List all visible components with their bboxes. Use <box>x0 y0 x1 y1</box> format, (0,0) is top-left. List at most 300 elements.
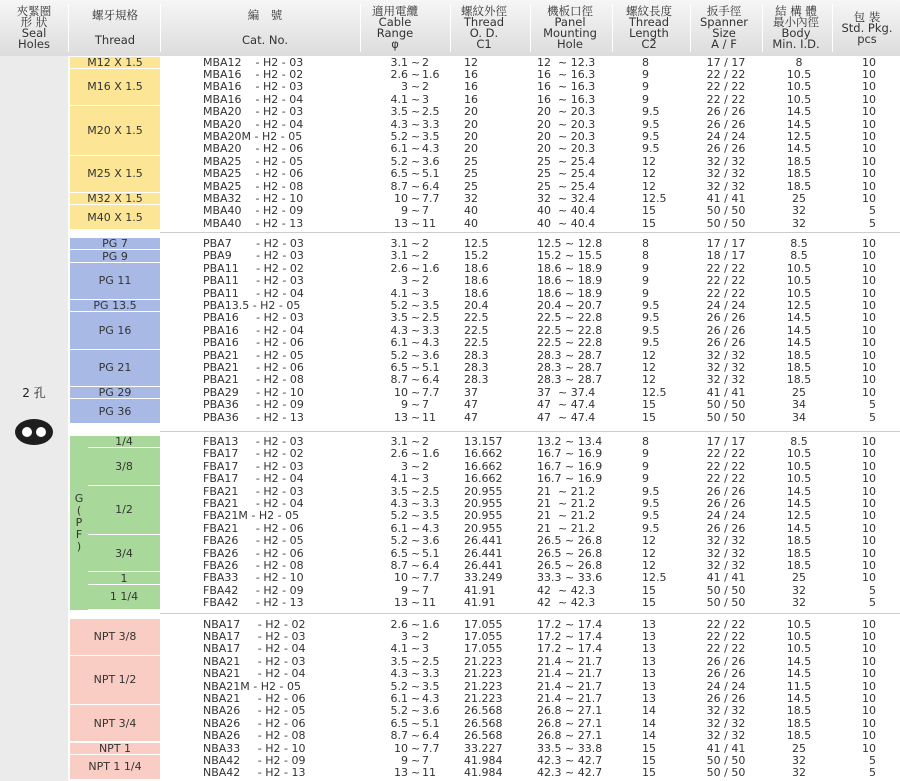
cable-range-min-cell: 3.1 <box>390 249 408 263</box>
range-separator: ~ <box>411 596 421 610</box>
std-pkg-cell: 10 <box>862 286 876 300</box>
thread-od-cell: 26.568 <box>464 704 503 718</box>
spanner-size-cell: 32 / 32 <box>706 534 746 548</box>
range-separator: ~ <box>411 716 421 730</box>
thread-od-cell: 40 <box>464 204 478 218</box>
panel-hole-cell: 18.6 ~ 18.9 <box>537 274 603 288</box>
thread-od-cell: 26.568 <box>464 729 503 743</box>
cable-range-min-cell: 6.1 <box>390 521 408 535</box>
cat-no-cell: FBA26 - H2 - 08 <box>203 559 304 572</box>
panel-hole-cell: 20.4 ~ 20.7 <box>537 299 603 312</box>
cable-range-max-cell: 11 <box>422 596 436 610</box>
cable-range-min-cell: 4.3 <box>390 117 408 131</box>
body-id-cell: 10.5 <box>786 642 812 656</box>
thread-od-cell: 20.955 <box>464 497 503 510</box>
std-pkg-cell: 10 <box>862 509 876 523</box>
body-id-cell: 18.5 <box>786 179 812 193</box>
thread-od-cell: 21.223 <box>464 691 503 705</box>
cable-range-max-cell: 7 <box>422 398 429 412</box>
thread-group-label: PG 13.5 <box>70 300 160 312</box>
thread-length-cell: 13 <box>642 691 656 705</box>
range-separator: ~ <box>411 311 421 325</box>
body-id-cell: 18.5 <box>786 704 812 718</box>
thread-length-cell: 9 <box>642 472 649 486</box>
std-pkg-cell: 10 <box>862 348 876 362</box>
std-pkg-cell: 10 <box>862 617 876 631</box>
body-id-cell: 10.5 <box>786 629 812 643</box>
table-row <box>160 668 900 680</box>
cat-no-cell: MBA16 - H2 - 02 <box>203 67 304 81</box>
range-separator: ~ <box>411 559 421 572</box>
thread-length-cell: 9.5 <box>642 323 660 337</box>
cable-range-min-cell: 6.5 <box>390 361 408 374</box>
table-header <box>0 0 900 56</box>
cable-range-min-cell: 13 <box>394 216 408 230</box>
std-pkg-cell: 10 <box>862 80 876 94</box>
cable-range-min-cell: 4.1 <box>390 92 408 106</box>
std-pkg-cell: 10 <box>862 191 876 205</box>
header-divider <box>530 4 531 52</box>
spanner-size-cell: 17 / 17 <box>706 435 746 448</box>
body-id-cell: 10.5 <box>786 459 812 473</box>
range-separator: ~ <box>411 191 421 205</box>
cable-range-min-cell: 5.2 <box>390 704 408 718</box>
cable-range-max-cell: 3.5 <box>422 299 440 312</box>
cat-no-cell: MBA20M - H2 - 05 <box>203 129 303 143</box>
spanner-size-cell: 22 / 22 <box>706 80 746 94</box>
cat-no-cell: MBA25 - H2 - 05 <box>203 154 304 168</box>
thread-od-cell: 33.227 <box>464 741 503 755</box>
std-pkg-cell: 5 <box>869 766 876 780</box>
thread-group-label: M20 X 1.5 <box>70 106 160 156</box>
thread-length-cell: 8 <box>642 55 649 69</box>
body-id-cell: 34 <box>792 410 806 424</box>
thread-length-cell: 8 <box>642 249 649 263</box>
header-thread-zh: 螺牙規格 <box>92 8 138 22</box>
thread-group-label: 1/4 <box>88 436 160 448</box>
cable-range-max-cell: 2.5 <box>422 105 440 119</box>
spanner-size-cell: 32 / 32 <box>706 361 746 374</box>
thread-length-cell: 9 <box>642 447 649 461</box>
cable-range-max-cell: 4.3 <box>422 142 440 156</box>
range-separator: ~ <box>411 274 421 288</box>
panel-hole-cell: 20 ~ 20.3 <box>537 142 596 156</box>
cat-no-cell: FBA17 - H2 - 02 <box>203 447 304 461</box>
thread-length-cell: 9.5 <box>642 117 660 131</box>
thread-length-cell: 9 <box>642 80 649 94</box>
header-od-en1: Thread <box>463 15 505 29</box>
range-separator: ~ <box>411 117 421 131</box>
std-pkg-cell: 10 <box>862 129 876 143</box>
body-id-cell: 14.5 <box>786 323 812 337</box>
thread-od-cell: 41.984 <box>464 753 503 767</box>
thread-od-cell: 40 <box>464 216 478 230</box>
range-separator: ~ <box>411 484 421 498</box>
range-separator: ~ <box>411 249 421 263</box>
section-divider <box>160 232 900 233</box>
cable-range-max-cell: 2 <box>422 459 429 473</box>
header-od-zh: 螺紋外徑 <box>461 4 507 18</box>
body-id-cell: 8.5 <box>790 435 808 448</box>
range-separator: ~ <box>411 459 421 473</box>
header-cable-range <box>362 0 428 56</box>
thread-length-cell: 9 <box>642 261 649 275</box>
panel-hole-cell: 26.5 ~ 26.8 <box>537 559 603 572</box>
header-seal-en2: Holes <box>18 37 50 51</box>
range-separator: ~ <box>411 521 421 535</box>
body-id-cell: 14.5 <box>786 336 812 350</box>
cable-range-max-cell: 5.1 <box>422 546 440 560</box>
table-row <box>160 448 900 460</box>
seal-holes-label: 2 孔 <box>22 386 46 400</box>
panel-hole-cell: 21.4 ~ 21.7 <box>537 691 603 705</box>
cable-range-min-cell: 13 <box>394 596 408 610</box>
header-hole-en2: Mounting <box>543 26 597 40</box>
section-divider <box>160 613 900 614</box>
range-separator: ~ <box>411 55 421 69</box>
panel-hole-cell: 18.6 ~ 18.9 <box>537 261 603 275</box>
range-separator: ~ <box>411 691 421 705</box>
table-row <box>160 730 900 742</box>
cable-range-min-cell: 6.5 <box>390 546 408 560</box>
thread-od-cell: 22.5 <box>464 336 489 350</box>
range-separator: ~ <box>411 216 421 230</box>
cable-range-max-cell: 6.4 <box>422 729 440 743</box>
cable-range-max-cell: 4.3 <box>422 691 440 705</box>
cat-no-cell: MBA25 - H2 - 08 <box>203 179 304 193</box>
cat-no-cell: FBA21M - H2 - 05 <box>203 509 300 523</box>
panel-hole-cell: 22.5 ~ 22.8 <box>537 311 603 325</box>
table-row <box>160 643 900 655</box>
thread-od-cell: 20 <box>464 117 478 131</box>
header-divider <box>690 4 691 52</box>
thread-od-cell: 26.441 <box>464 534 503 548</box>
spanner-size-cell: 41 / 41 <box>706 571 746 585</box>
body-id-cell: 14.5 <box>786 497 812 510</box>
header-panel-hole <box>532 0 608 56</box>
std-pkg-cell: 10 <box>862 642 876 656</box>
header-seal-en1: Seal <box>21 26 47 40</box>
std-pkg-cell: 10 <box>862 435 876 448</box>
thread-od-cell: 16 <box>464 80 478 94</box>
spanner-size-cell: 50 / 50 <box>706 204 746 218</box>
cable-range-min-cell: 6.5 <box>390 716 408 730</box>
table-row <box>160 535 900 547</box>
cable-range-min-cell: 3 <box>401 80 408 94</box>
std-pkg-cell: 5 <box>869 398 876 412</box>
std-pkg-cell: 10 <box>862 741 876 755</box>
cat-no-cell: PBA11 - H2 - 03 <box>203 274 304 288</box>
range-separator: ~ <box>411 336 421 350</box>
panel-hole-cell: 37 ~ 37.4 <box>537 385 596 399</box>
spanner-size-cell: 32 / 32 <box>706 729 746 743</box>
panel-hole-cell: 40 ~ 40.4 <box>537 216 596 230</box>
spanner-size-cell: 22 / 22 <box>706 261 746 275</box>
thread-od-cell: 20 <box>464 129 478 143</box>
header-seal-zh2: 形 狀 <box>20 15 48 29</box>
table-row <box>160 81 900 93</box>
spanner-size-cell: 24 / 24 <box>706 509 746 523</box>
thread-od-cell: 21.223 <box>464 679 503 693</box>
std-pkg-cell: 10 <box>862 105 876 119</box>
std-pkg-cell: 10 <box>862 704 876 718</box>
std-pkg-cell: 10 <box>862 179 876 193</box>
std-pkg-cell: 10 <box>862 92 876 106</box>
thread-group-label: M25 X 1.5 <box>70 156 160 193</box>
body-id-cell: 10.5 <box>786 67 812 81</box>
panel-hole-cell: 40 ~ 40.4 <box>537 204 596 218</box>
cat-no-cell: PBA21 - H2 - 06 <box>203 361 304 374</box>
thread-length-cell: 9.5 <box>642 129 660 143</box>
thread-length-cell: 9 <box>642 286 649 300</box>
range-separator: ~ <box>411 583 421 597</box>
thread-od-cell: 25 <box>464 154 478 168</box>
body-id-cell: 14.5 <box>786 521 812 535</box>
thread-length-cell: 12.5 <box>642 191 667 205</box>
cat-no-cell: FBA17 - H2 - 03 <box>203 459 304 473</box>
panel-hole-cell: 26.8 ~ 27.1 <box>537 729 603 743</box>
std-pkg-cell: 5 <box>869 216 876 230</box>
std-pkg-cell: 10 <box>862 571 876 585</box>
table-row <box>160 312 900 324</box>
panel-hole-cell: 17.2 ~ 17.4 <box>537 617 603 631</box>
range-separator: ~ <box>411 237 421 250</box>
thread-group-label: M16 X 1.5 <box>70 69 160 106</box>
cable-range-min-cell: 5.2 <box>390 154 408 168</box>
cable-range-max-cell: 3 <box>422 642 429 656</box>
cable-range-min-cell: 4.3 <box>390 323 408 337</box>
cable-range-min-cell: 3 <box>401 629 408 643</box>
thread-od-cell: 12 <box>464 55 478 69</box>
range-separator: ~ <box>411 204 421 218</box>
thread-od-cell: 20.4 <box>464 299 489 312</box>
cat-no-cell: MBA20 - H2 - 06 <box>203 142 304 156</box>
range-separator: ~ <box>411 472 421 486</box>
cable-range-max-cell: 3.3 <box>422 323 440 337</box>
cat-no-cell: NBA42 - H2 - 13 <box>203 766 306 780</box>
thread-length-cell: 9.5 <box>642 521 660 535</box>
spanner-size-cell: 17 / 17 <box>706 237 746 250</box>
cat-no-cell: MBA20 - H2 - 03 <box>203 105 304 119</box>
cat-no-cell: NBA17 - H2 - 02 <box>203 617 306 631</box>
thread-length-cell: 9.5 <box>642 105 660 119</box>
header-pkg-unit: pcs <box>857 31 877 46</box>
panel-hole-cell: 18.6 ~ 18.9 <box>537 286 603 300</box>
panel-hole-cell: 42 ~ 42.3 <box>537 596 596 610</box>
cat-no-cell: PBA36 - H2 - 09 <box>203 398 304 412</box>
thread-group-label: PG 21 <box>70 350 160 387</box>
thread-od-cell: 16 <box>464 67 478 81</box>
cable-range-min-cell: 3 <box>401 459 408 473</box>
header-spanner-en1: Spanner <box>699 15 749 29</box>
cable-range-max-cell: 7 <box>422 753 429 767</box>
std-pkg-cell: 10 <box>862 361 876 374</box>
g-letter-p: P <box>75 515 83 529</box>
thread-od-cell: 16.662 <box>464 459 503 473</box>
panel-hole-cell: 25 ~ 25.4 <box>537 154 596 168</box>
thread-od-cell: 33.249 <box>464 571 503 585</box>
range-separator: ~ <box>411 286 421 300</box>
body-id-cell: 11.5 <box>786 679 812 693</box>
body-id-cell: 18.5 <box>786 534 812 548</box>
cable-range-min-cell: 3.1 <box>390 55 408 69</box>
thread-group-label: M40 X 1.5 <box>70 205 160 230</box>
thread-od-cell: 18.6 <box>464 261 489 275</box>
cat-no-cell: NBA21 - H2 - 06 <box>203 691 306 705</box>
thread-length-cell: 15 <box>642 766 656 780</box>
range-separator: ~ <box>411 534 421 548</box>
thread-group-label: 1 1/4 <box>88 585 160 610</box>
body-id-cell: 18.5 <box>786 167 812 181</box>
thread-group-label: PG 7 <box>70 238 160 250</box>
panel-hole-cell: 42.3 ~ 42.7 <box>537 753 603 767</box>
cable-range-max-cell: 3 <box>422 472 429 486</box>
panel-hole-cell: 25 ~ 25.4 <box>537 167 596 181</box>
panel-hole-cell: 25 ~ 25.4 <box>537 179 596 193</box>
cable-range-max-cell: 7 <box>422 204 429 218</box>
thread-length-cell: 8 <box>642 237 649 250</box>
thread-group-label: NPT 3/8 <box>70 619 160 656</box>
thread-od-cell: 25 <box>464 179 478 193</box>
thread-length-cell: 9 <box>642 92 649 106</box>
header-thread <box>70 0 160 56</box>
panel-hole-cell: 15.2 ~ 15.5 <box>537 249 603 263</box>
body-id-cell: 14.5 <box>786 484 812 498</box>
cable-range-min-cell: 2.6 <box>390 67 408 81</box>
panel-hole-cell: 32 ~ 32.4 <box>537 191 596 205</box>
spanner-size-cell: 41 / 41 <box>706 385 746 399</box>
cable-range-max-cell: 7.7 <box>422 571 440 585</box>
cable-range-max-cell: 2 <box>422 55 429 69</box>
spanner-size-cell: 26 / 26 <box>706 142 746 156</box>
body-id-cell: 14.5 <box>786 105 812 119</box>
cable-range-min-cell: 8.7 <box>390 373 408 387</box>
range-separator: ~ <box>411 261 421 275</box>
std-pkg-cell: 10 <box>862 667 876 681</box>
range-separator: ~ <box>411 571 421 585</box>
std-pkg-cell: 10 <box>862 679 876 693</box>
thread-od-cell: 17.055 <box>464 617 503 631</box>
cable-range-min-cell: 10 <box>394 741 408 755</box>
cable-range-max-cell: 7.7 <box>422 191 440 205</box>
cable-range-min-cell: 13 <box>394 766 408 780</box>
thread-od-cell: 26.441 <box>464 559 503 572</box>
thread-od-cell: 18.6 <box>464 274 489 288</box>
cable-range-max-cell: 5.1 <box>422 167 440 181</box>
thread-group-label: PG 9 <box>70 250 160 262</box>
cat-no-cell: FBA21 - H2 - 04 <box>203 497 304 510</box>
cat-no-cell: MBA40 - H2 - 13 <box>203 216 304 230</box>
thread-od-cell: 47 <box>464 410 478 424</box>
cat-no-cell: NBA33 - H2 - 10 <box>203 741 306 755</box>
thread-length-cell: 9.5 <box>642 497 660 510</box>
cable-range-min-cell: 3.5 <box>390 484 408 498</box>
thread-length-cell: 9.5 <box>642 311 660 325</box>
cable-range-min-cell: 5.2 <box>390 299 408 312</box>
body-id-cell: 8 <box>795 55 803 69</box>
thread-group-label: NPT 1 1/4 <box>70 755 160 780</box>
cat-no-cell: MBA12 - H2 - 03 <box>203 55 304 69</box>
std-pkg-cell: 10 <box>862 55 876 69</box>
std-pkg-cell: 10 <box>862 521 876 535</box>
range-separator: ~ <box>411 642 421 656</box>
thread-group-label: PG 29 <box>70 387 160 399</box>
thread-od-cell: 18.6 <box>464 286 489 300</box>
spanner-size-cell: 17 / 17 <box>706 55 746 69</box>
thread-length-cell: 13 <box>642 667 656 681</box>
cable-range-max-cell: 6.4 <box>422 179 440 193</box>
spanner-size-cell: 22 / 22 <box>706 642 746 656</box>
spanner-size-cell: 22 / 22 <box>706 67 746 81</box>
spanner-size-cell: 32 / 32 <box>706 154 746 168</box>
cat-no-cell: FBA26 - H2 - 05 <box>203 534 304 548</box>
cat-no-cell: FBA26 - H2 - 06 <box>203 546 304 560</box>
std-pkg-cell: 10 <box>862 67 876 81</box>
thread-od-cell: 21.223 <box>464 654 503 668</box>
body-id-cell: 25 <box>792 385 806 399</box>
header-len-en2: Length <box>629 26 669 40</box>
thread-length-cell: 15 <box>642 753 656 767</box>
header-body-id <box>764 0 828 56</box>
header-range-en1: Cable <box>378 15 412 29</box>
thread-od-cell: 21.223 <box>464 667 503 681</box>
header-len-c2: C2 <box>641 37 657 51</box>
cable-range-max-cell: 7.7 <box>422 741 440 755</box>
header-cat-en: Cat. No. <box>242 33 288 47</box>
cat-no-cell: NBA17 - H2 - 04 <box>203 642 306 656</box>
cable-range-max-cell: 2.5 <box>422 484 440 498</box>
table-row <box>160 218 900 230</box>
table-row <box>160 168 900 180</box>
thread-od-cell: 15.2 <box>464 249 489 263</box>
thread-length-cell: 12 <box>642 373 656 387</box>
cat-no-cell: PBA13.5 - H2 - 05 <box>203 299 301 312</box>
panel-hole-cell: 26.5 ~ 26.8 <box>537 534 603 548</box>
cat-no-cell: PBA9 - H2 - 03 <box>203 249 304 263</box>
body-id-cell: 25 <box>792 741 806 755</box>
cat-no-cell: PBA16 - H2 - 04 <box>203 323 304 337</box>
g-letter-f: F <box>75 527 83 541</box>
body-id-cell: 10.5 <box>786 617 812 631</box>
cable-range-min-cell: 9 <box>401 204 408 218</box>
body-id-cell: 12.5 <box>786 129 812 143</box>
spanner-size-cell: 32 / 32 <box>706 559 746 572</box>
spanner-size-cell: 41 / 41 <box>706 741 746 755</box>
cat-no-cell: FBA42 - H2 - 13 <box>203 596 304 610</box>
range-separator: ~ <box>411 654 421 668</box>
panel-hole-cell: 47 ~ 47.4 <box>537 398 596 412</box>
cat-no-cell: MBA32 - H2 - 10 <box>203 191 304 205</box>
thread-group-label: M32 X 1.5 <box>70 193 160 205</box>
spanner-size-cell: 26 / 26 <box>706 654 746 668</box>
cable-range-max-cell: 3.6 <box>422 348 440 362</box>
spanner-size-cell: 26 / 26 <box>706 497 746 510</box>
std-pkg-cell: 10 <box>862 154 876 168</box>
std-pkg-cell: 10 <box>862 459 876 473</box>
spanner-size-cell: 50 / 50 <box>706 766 746 780</box>
thread-od-cell: 20 <box>464 142 478 156</box>
cat-no-cell: FBA21 - H2 - 06 <box>203 521 304 535</box>
thread-od-cell: 41.91 <box>464 583 496 597</box>
panel-hole-cell: 33.5 ~ 33.8 <box>537 741 603 755</box>
thread-length-cell: 14 <box>642 716 656 730</box>
cable-range-min-cell: 6.5 <box>390 167 408 181</box>
spanner-size-cell: 24 / 24 <box>706 299 746 312</box>
thread-od-cell: 28.3 <box>464 373 489 387</box>
cable-range-min-cell: 5.2 <box>390 509 408 523</box>
cable-range-min-cell: 8.7 <box>390 729 408 743</box>
cable-range-min-cell: 8.7 <box>390 559 408 572</box>
